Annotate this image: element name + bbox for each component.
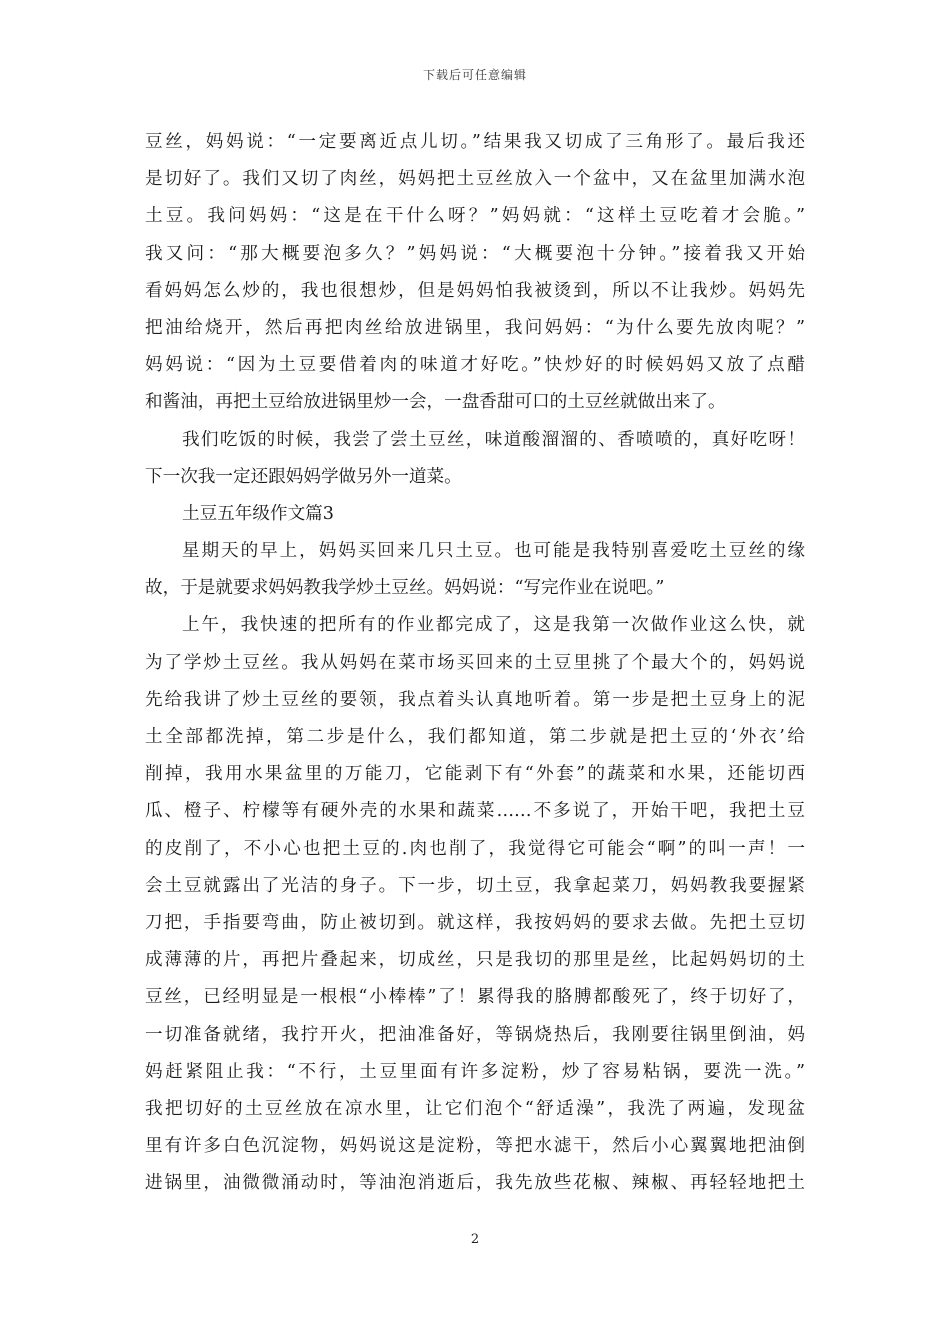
- body-line: 刀把，手指要弯曲，防止被切到。就这样，我按妈妈的要求去做。先把土豆切: [145, 912, 805, 933]
- body-line: 为了学炒土豆丝。我从妈妈在菜市场买回来的土豆里挑了个最大个的，妈妈说: [145, 652, 805, 673]
- body-line: 和酱油，再把土豆给放进锅里炒一会，一盘香甜可口的土豆丝就做出来了。: [145, 392, 726, 413]
- body-line: 下一次我一定还跟妈妈学做另外一道菜。: [145, 466, 462, 487]
- body-line: 豆丝，已经明显是一根根“小棒棒”了！累得我的胳膊都酸死了，终于切好了，: [145, 987, 805, 1008]
- body-line: 瓜、橙子、柠檬等有硬外壳的水果和蔬菜……不多说了，开始干吧，我把土豆: [145, 801, 805, 822]
- body-line: 把油给烧开，然后再把肉丝给放进锅里，我问妈妈：“为什么要先放肉呢？”: [145, 317, 805, 338]
- body-line: 土全部都洗掉，第二步是什么，我们都知道，第二步就是把土豆的‘外衣’给: [145, 727, 805, 747]
- body-line: 妈赶紧阻止我：“不行，土豆里面有许多淀粉，炒了容易粘锅，要洗一洗。”: [145, 1061, 805, 1082]
- page-number: 2: [470, 1232, 480, 1247]
- body-line: 先给我讲了炒土豆丝的要领，我点着头认真地听着。第一步是把土豆身上的泥: [145, 689, 805, 710]
- body-line: 会土豆就露出了光洁的身子。下一步，切土豆，我拿起菜刀，妈妈教我要握紧: [145, 875, 805, 896]
- body-line: 一切准备就绪，我拧开火，把油准备好，等锅烧热后，我刚要往锅里倒油，妈: [145, 1024, 805, 1045]
- body-line: 故，于是就要求妈妈教我学炒土豆丝。妈妈说：“写完作业在说吧。”: [145, 578, 665, 599]
- body-line: 妈妈说：“因为土豆要借着肉的味道才好吃。”快炒好的时候妈妈又放了点醋: [145, 355, 805, 376]
- page-header: 下载后可任意编辑: [422, 68, 527, 82]
- body-line: 我们吃饭的时候，我尝了尝土豆丝，味道酸溜溜的、香喷喷的，真好吃呀！: [182, 429, 805, 450]
- body-line: 是切好了。我们又切了肉丝，妈妈把土豆丝放入一个盆中，又在盆里加满水泡: [145, 169, 805, 190]
- body-line: 豆丝，妈妈说：“一定要离近点儿切。”结果我又切成了三角形了。最后我还: [145, 132, 805, 152]
- body-line: 我又问：“那大概要泡多久？”妈妈说：“大概要泡十分钟。”接着我又开始: [145, 243, 805, 264]
- body-line: 土豆。我问妈妈：“这是在干什么呀？”妈妈就：“这样土豆吃着才会脆。”: [145, 206, 805, 227]
- body-line: 我把切好的土豆丝放在凉水里，让它们泡个“舒适澡”，我洗了两遍，发现盆: [145, 1098, 805, 1119]
- body-line: 削掉，我用水果盆里的万能刀，它能剥下有“外套”的蔬菜和水果，还能切西: [145, 764, 805, 785]
- body-line: 进锅里，油微微涌动时，等油泡消逝后，我先放些花椒、辣椒、再轻轻地把土: [145, 1173, 805, 1194]
- body-line: 成薄薄的片，再把片叠起来，切成丝，只是我切的那里是丝，比起妈妈切的土: [145, 950, 805, 971]
- body-line: 的皮削了，不小心也把土豆的.肉也削了，我觉得它可能会“啊”的叫一声！一: [145, 838, 805, 859]
- body-line: 星期天的早上，妈妈买回来几只土豆。也可能是我特别喜爱吃土豆丝的缘: [182, 541, 805, 562]
- body-line: 上午，我快速的把所有的作业都完成了，这是我第一次做作业这么快，就: [182, 615, 805, 636]
- body-line: 看妈妈怎么炒的，我也很想炒，但是妈妈怕我被烫到，所以不让我炒。妈妈先: [145, 280, 805, 301]
- body-line: 里有许多白色沉淀物，妈妈说这是淀粉，等把水滤干，然后小心翼翼地把油倒: [145, 1136, 805, 1157]
- document-body: [145, 124, 805, 1202]
- section-heading: 土豆五年级作文篇3: [182, 503, 334, 524]
